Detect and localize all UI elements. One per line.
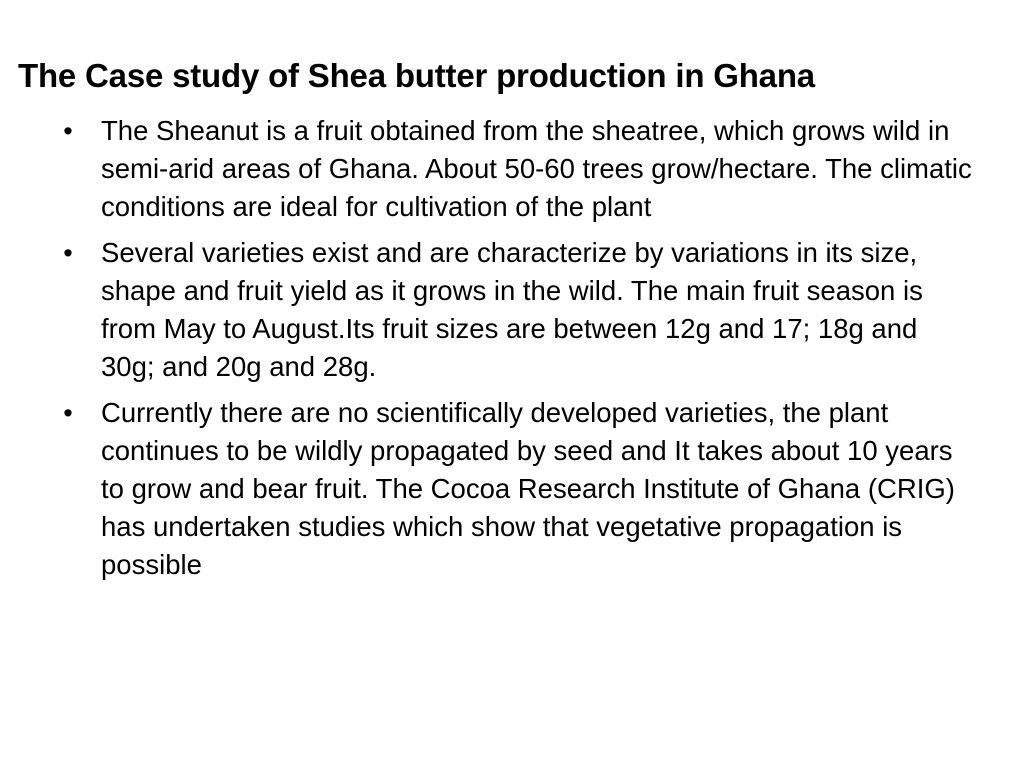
bullet-dot-icon: • xyxy=(63,398,73,428)
bullet-item-propagation xyxy=(58,394,978,584)
bullet-list xyxy=(58,112,978,592)
bullet-text: Currently there are no scientifically developed varieties, the plant continues to be wildly propagated by seed and It takes about 10 years to grow and bear fruit. The Cocoa Research Institute of Ghana (CRIG) has undertaken studies which show that vegetative propagation is possible xyxy=(101,397,955,580)
bullet-text: The Sheanut is a fruit obtained from the sheatree, which grows wild in semi-arid areas of Ghana. About 50-60 trees grow/hectare. The climatic conditions are ideal for cultivation of the plant xyxy=(101,115,972,222)
bullet-dot-icon: • xyxy=(63,238,73,268)
bullet-dot-icon: • xyxy=(63,116,73,146)
bullet-text: Several varieties exist and are characterize by variations in its size, shape and fruit yield as it grows in the wild. The main fruit season is from May to August.Its fruit sizes are between 12g and 17; 18g and 30g; and 20g and 28g. xyxy=(101,237,923,382)
bullet-item-varieties xyxy=(58,234,978,386)
bullet-item-sheanut xyxy=(58,112,978,226)
slide-title: The Case study of Shea butter production in Ghana xyxy=(18,57,815,94)
